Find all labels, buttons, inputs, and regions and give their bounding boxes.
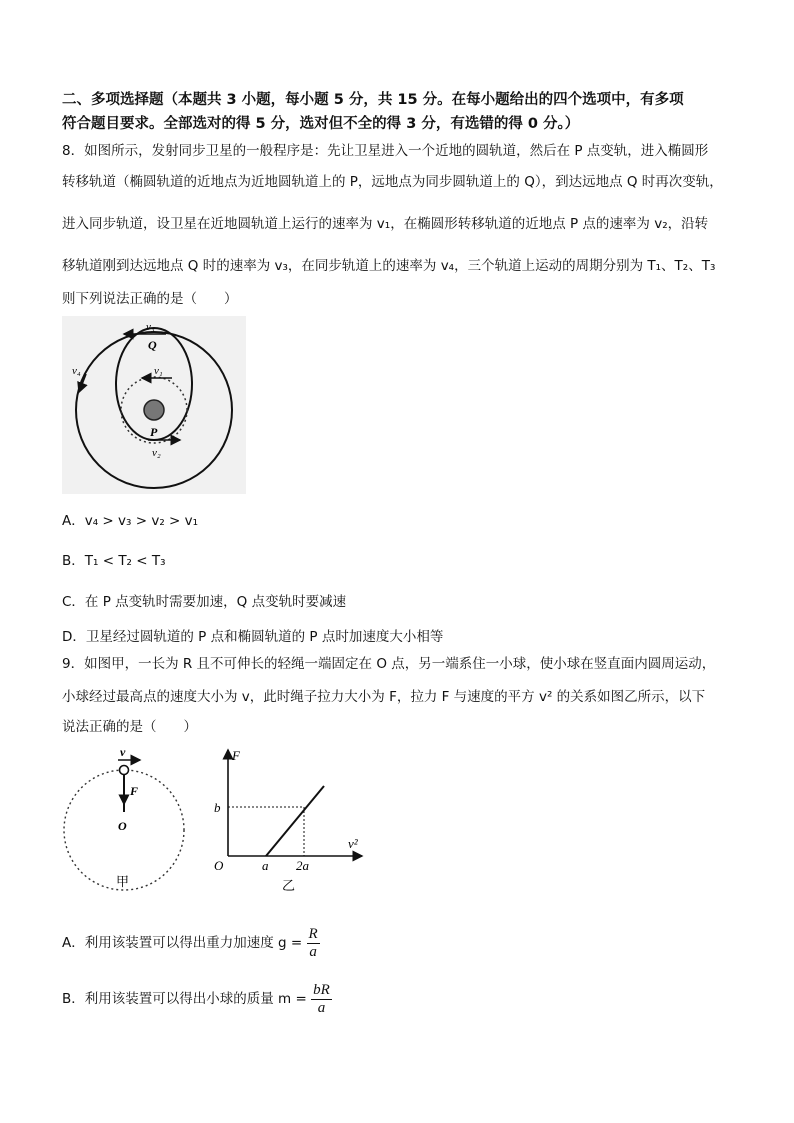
section-title-line1: 二、多项选择题（本题共 3 小题，每小题 5 分，共 15 分。在每小题给出的四个选项中，有多项 xyxy=(62,92,684,108)
label-Q: Q xyxy=(148,338,157,352)
q9-option-b-text: B．利用该装置可以得出小球的质量 m = xyxy=(62,991,307,1007)
ball-icon xyxy=(120,766,129,775)
earth-icon xyxy=(144,400,164,420)
q9-option-a-numerator: R xyxy=(308,925,318,942)
q9-option-a-text: A．利用该装置可以得出重力加速度 g = xyxy=(62,935,303,951)
q8-option-d: D．卫星经过圆轨道的 P 点和椭圆轨道的 P 点时加速度大小相等 xyxy=(62,629,444,645)
label-O: O xyxy=(118,819,127,833)
origin-label-O: O xyxy=(214,858,224,873)
q8-stem-line2: 转移轨道（椭圆轨道的近地点为近地圆轨道上的 P，远地点为同步圆轨道上的 Q），到达远地点 Q 时再次变轨， xyxy=(62,174,723,190)
q9-stem-line1: 9．如图甲，一长为 R 且不可伸长的轻绳一端固定在 O 点，另一端系住一小球，使小球在竖直面内圆周运动， xyxy=(62,656,716,672)
q9-option-b-numerator: bR xyxy=(313,981,330,998)
label-F: F xyxy=(130,784,139,798)
f-v2-line xyxy=(266,786,324,856)
tick-label-b: b xyxy=(214,800,221,815)
q8-stem-line5: 则下列说法正确的是（ ） xyxy=(62,291,238,307)
q9-figure-jia xyxy=(62,744,192,894)
label-v2: v₂ xyxy=(152,447,161,459)
q8-option-c: C．在 P 点变轨时需要加速，Q 点变轨时要减速 xyxy=(62,594,347,610)
q8-option-b: B．T₁ < T₂ < T₃ xyxy=(62,553,166,569)
label-v3: v₃ xyxy=(146,321,155,333)
label-P: P xyxy=(150,425,158,439)
label-v4: v₄ xyxy=(72,365,81,377)
axis-label-F: F xyxy=(232,748,240,763)
q8-stem-line3: 进入同步轨道，设卫星在近地圆轨道上运行的速率为 v₁，在椭圆形转移轨道的近地点 P 点的速率为 v₂，沿转 xyxy=(62,216,709,232)
q9-option-b-fraction xyxy=(311,982,332,1017)
axis-label-v2: v² xyxy=(348,836,358,851)
section-title-line2: 符合题目要求。全部选对的得 5 分，选对但不全的得 3 分，有选错的得 0 分。） xyxy=(62,116,580,132)
q9-option-b xyxy=(62,980,332,1018)
caption-jia: 甲 xyxy=(116,875,130,890)
q9-figure-yi-graph xyxy=(208,744,378,894)
q9-option-a-fraction xyxy=(307,926,320,961)
label-v1: v₁ xyxy=(154,365,163,377)
q8-stem-line4: 移轨道刚到达远地点 Q 时的速率为 v₃，在同步轨道上的速率为 v₄，三个轨道上运动的周期分别为 T₁、T₂、T₃ xyxy=(62,258,716,274)
tick-label-2a: 2a xyxy=(296,858,309,873)
q9-stem-line2: 小球经过最高点的速度大小为 v，此时绳子拉力大小为 F，拉力 F 与速度的平方 v² 的关系如图乙所示，以下 xyxy=(62,689,706,705)
caption-yi: 乙 xyxy=(282,879,296,894)
tick-label-a: a xyxy=(262,858,269,873)
q9-option-b-denominator: a xyxy=(317,999,326,1016)
q9-stem-line3: 说法正确的是（ ） xyxy=(62,719,197,735)
q8-option-a: A．v₄ > v₃ > v₂ > v₁ xyxy=(62,513,199,529)
q8-orbit-figure xyxy=(62,316,246,494)
q8-stem-line1: 8．如图所示，发射同步卫星的一般程序是：先让卫星进入一个近地的圆轨道，然后在 P 点变轨，进入椭圆形 xyxy=(62,143,709,159)
label-v: v xyxy=(120,745,126,759)
q9-option-a-denominator: a xyxy=(309,943,317,960)
q9-option-a xyxy=(62,924,320,962)
